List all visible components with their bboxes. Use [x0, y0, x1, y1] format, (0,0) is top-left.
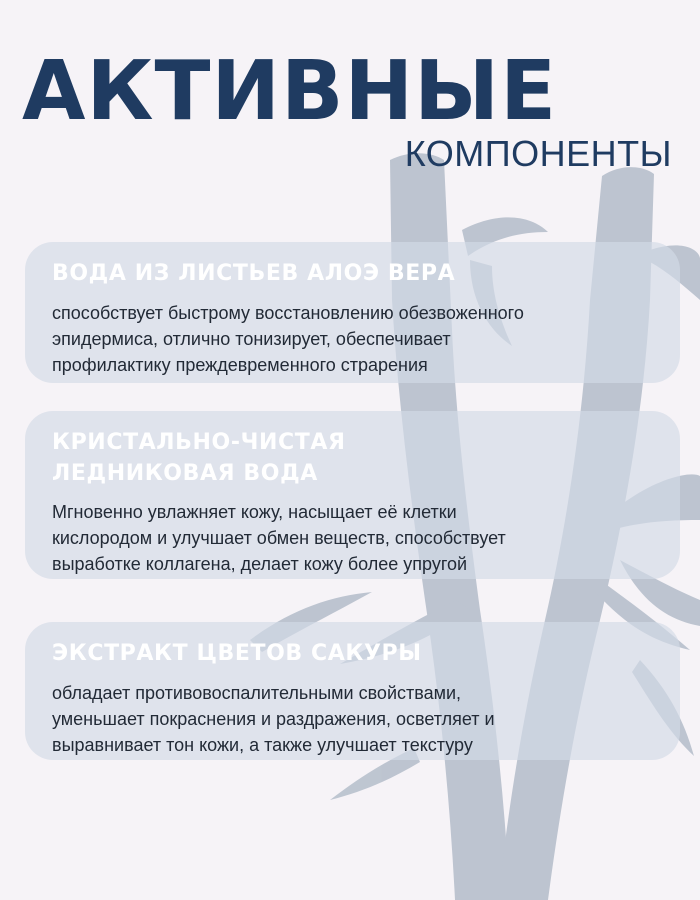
ingredient-description: способствует быстрому восстановлению обезвоженного эпидермиса, отлично тонизирует, обеспечивает профилактику преждевременного страрения — [52, 303, 524, 375]
ingredient-title: КРИСТАЛЬНО-ЧИСТАЯ ЛЕДНИКОВАЯ ВОДА — [52, 430, 346, 486]
ingredient-description: Мгновенно увлажняет кожу, насыщает её клетки кислородом и улучшает обмен веществ, способствует выработке коллагена, делает кожу более упругой — [52, 502, 506, 574]
ingredient-title: ЭКСТРАКТ ЦВЕТОВ САКУРЫ — [52, 641, 422, 666]
ingredient-description: обладает противовоспалительными свойствами, уменьшает покраснения и раздражения, осветляет и выравнивает тон кожи, а также улучшает текстуру — [52, 683, 495, 755]
page-subtitle: КОМПОНЕНТЫ — [404, 133, 672, 174]
ingredient-card-aloe — [25, 242, 680, 383]
ingredient-title: ВОДА ИЗ ЛИСТЬЕВ АЛОЭ ВЕРА — [52, 261, 456, 286]
ingredient-card-glacier-water — [25, 411, 680, 579]
page-title: АКТИВНЫЕ — [22, 44, 558, 139]
ingredient-card-sakura — [25, 622, 680, 760]
